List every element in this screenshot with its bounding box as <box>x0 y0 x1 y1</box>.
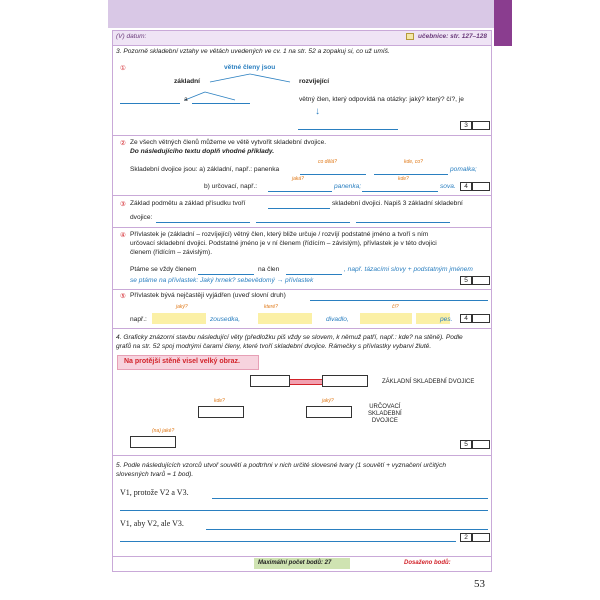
textbook-reference: učebnice: str. 127–128 <box>418 33 488 40</box>
score-input[interactable] <box>472 182 490 191</box>
divider <box>113 289 491 290</box>
item-number-3: ③ <box>120 201 126 208</box>
question-kde-co: kde, co? <box>404 159 423 165</box>
question-ci: čí? <box>392 304 399 310</box>
ex5-line1: 5. Podle následujících vzorců utvoř souvětí a podtrhni v nich určité slovesné tvary (1 souvětí + vyznačení určitých <box>116 462 447 469</box>
question-co-dela: co dělá? <box>318 159 337 165</box>
ex3-intro: 3. Pozorně skladební vztahy ve větách uvedených ve cv. 1 na str. 52 a zopakuj si, co už umíš. <box>116 48 390 55</box>
score-box: 3 <box>460 121 472 130</box>
item4-line1: Přívlastek je (základní – rozvíjející) větný člen, který bliže určuje / rozvíjí podstatné jméno a tvoří s ním <box>130 231 429 238</box>
score-box: 5 <box>460 276 472 285</box>
vetny-clen-text: větný člen, který odpovídá na otázky: jaký? který? čí?, je <box>299 96 464 103</box>
answer-field-yellow[interactable] <box>152 313 206 324</box>
date-label: (V) datum: <box>116 33 147 40</box>
item4-line2: určovací skladební dvojici. Podstatné jméno je v ní členem (řídícím – závislým), přívlastek je v této dvojici <box>130 240 437 247</box>
question-ktere: které? <box>264 304 278 310</box>
item5-word3: pes. <box>440 316 453 323</box>
divider <box>113 195 491 196</box>
answer-line[interactable] <box>206 529 488 530</box>
question-kde: kde? <box>398 176 409 182</box>
score-input[interactable] <box>472 440 490 449</box>
zakladni-dvojice-label: ZÁKLADNÍ SKLADEBNÍ DVOJICE <box>382 379 475 385</box>
adverbial-box[interactable] <box>198 406 244 418</box>
item4-line4b: na člen <box>258 266 280 273</box>
footer-divider <box>113 556 491 557</box>
answer-line[interactable] <box>212 498 488 499</box>
item5-line1: Přívlastek bývá nejčastěji vyjádřen (uveď slovní druh) <box>130 292 286 299</box>
base-pair-connector <box>290 379 322 385</box>
score-box: 4 <box>460 182 472 191</box>
page-number: 53 <box>474 578 485 590</box>
attribute-box-2[interactable] <box>130 436 176 448</box>
answer-line[interactable] <box>310 300 488 301</box>
score-box: 2 <box>460 533 472 542</box>
item2-row1-end: pomalka; <box>450 166 477 173</box>
item5-word2: divadlo, <box>326 316 349 323</box>
answer-line[interactable] <box>120 541 456 542</box>
score-input[interactable] <box>472 276 490 285</box>
answer-line[interactable] <box>256 222 350 223</box>
question-na-jake: (na) jaké? <box>152 428 175 434</box>
zakladni-label: základní <box>174 78 201 85</box>
score-box: 5 <box>460 440 472 449</box>
vetne-cleny-label: větné členy jsou <box>224 64 276 71</box>
item-number-2: ② <box>120 140 126 147</box>
answer-line[interactable] <box>286 274 342 275</box>
top-banner <box>108 0 494 28</box>
item4-line5: se ptáme na přívlastek: Jaký hrnek? sebevědomý → přívlastek <box>130 277 314 284</box>
item2-row1: Skladební dvojice jsou: a) základní, např.: panenka <box>130 166 280 173</box>
item-number-4: ④ <box>120 232 126 239</box>
item3-line1a: Základ podmětu a základ přísudku tvoří <box>130 200 246 207</box>
answer-line[interactable] <box>362 191 438 192</box>
divider <box>113 227 491 228</box>
ex4-sentence: Na protější stěně visel velký obraz. <box>124 358 240 365</box>
section-divider <box>113 455 491 456</box>
score-input[interactable] <box>472 121 490 130</box>
answer-line[interactable] <box>374 174 448 175</box>
answer-line[interactable] <box>120 510 488 511</box>
item-number-1: ① <box>120 65 126 72</box>
item5-row-label: např.: <box>130 316 147 323</box>
answer-line[interactable] <box>268 191 332 192</box>
answer-field-yellow[interactable] <box>360 313 412 324</box>
ex4-line2: grafů na str. 52 spoj modrými čarami členy, které tvoří skladební dvojice. Rámečky s přívlastky vybarvi žlutě. <box>116 343 432 350</box>
attribute-box[interactable] <box>306 406 352 418</box>
question-jaky-diagram: jaký? <box>322 398 334 404</box>
answer-line[interactable] <box>156 222 250 223</box>
urcovaci-dvojice-label: URČOVACÍ SKLADEBNÍ DVOJICE <box>368 404 402 424</box>
question-jaka: jaká? <box>292 176 304 182</box>
item2-row2: b) určovací, např.: <box>204 183 258 190</box>
answer-field-yellow[interactable] <box>258 313 312 324</box>
answer-line[interactable] <box>300 174 366 175</box>
score-box: 4 <box>460 314 472 323</box>
ex4-line1: 4. Graficky znázorni stavbu následující věty (předložku piš vždy se slovem, k němuž patří, např.: kde? na stěně). Podle <box>116 334 463 341</box>
divider <box>113 135 491 136</box>
down-arrow-icon: ↓ <box>315 106 320 117</box>
item-number-5: ⑤ <box>120 293 126 300</box>
answer-line[interactable] <box>192 103 250 104</box>
achieved-points-label: Dosaženo bodů: <box>404 560 451 566</box>
item2-row2-end: sova. <box>440 183 456 190</box>
item4-line4c: , např. tázacími slovy + podstatným jménem <box>344 266 473 273</box>
ex5-line2: slovesných tvarů = 1 bod). <box>116 471 194 478</box>
max-points-label: Maximální počet bodů: 27 <box>258 560 332 566</box>
chapter-tab <box>494 0 512 46</box>
subject-box[interactable] <box>250 375 290 387</box>
item2-row2-mid: panenka; <box>334 183 362 190</box>
score-input[interactable] <box>472 314 490 323</box>
question-kde-diagram: kde? <box>214 398 225 404</box>
and-label: a <box>184 96 188 103</box>
rozvijejici-label: rozvíjející <box>299 78 330 85</box>
score-input[interactable] <box>472 533 490 542</box>
ex5-formula2: V1, aby V2, ale V3. <box>120 519 184 528</box>
book-icon <box>406 33 414 40</box>
question-jaky: jaký? <box>176 304 188 310</box>
item5-word1: zousedka, <box>210 316 241 323</box>
item4-line4a: Ptáme se vždy členem <box>130 266 197 273</box>
item4-line3: členem (řídícím – závislým). <box>130 249 213 256</box>
answer-line[interactable] <box>298 129 398 130</box>
answer-line[interactable] <box>268 208 330 209</box>
predicate-box[interactable] <box>322 375 368 387</box>
item2-line1: Ze všech větných členů můžeme ve větě vytvořit skladební dvojice. <box>130 139 327 146</box>
ex5-formula1: V1, protože V2 a V3. <box>120 488 189 497</box>
item3-line1b: skladební dvojici. Napiš 3 základní skladební <box>332 200 463 207</box>
item3-line2: dvojice: <box>130 214 153 221</box>
item2-line2: Do následujícího textu doplň vhodné příklady. <box>130 148 275 155</box>
answer-line[interactable] <box>120 103 180 104</box>
section-divider <box>113 328 491 329</box>
answer-line[interactable] <box>356 222 450 223</box>
answer-line[interactable] <box>198 274 254 275</box>
